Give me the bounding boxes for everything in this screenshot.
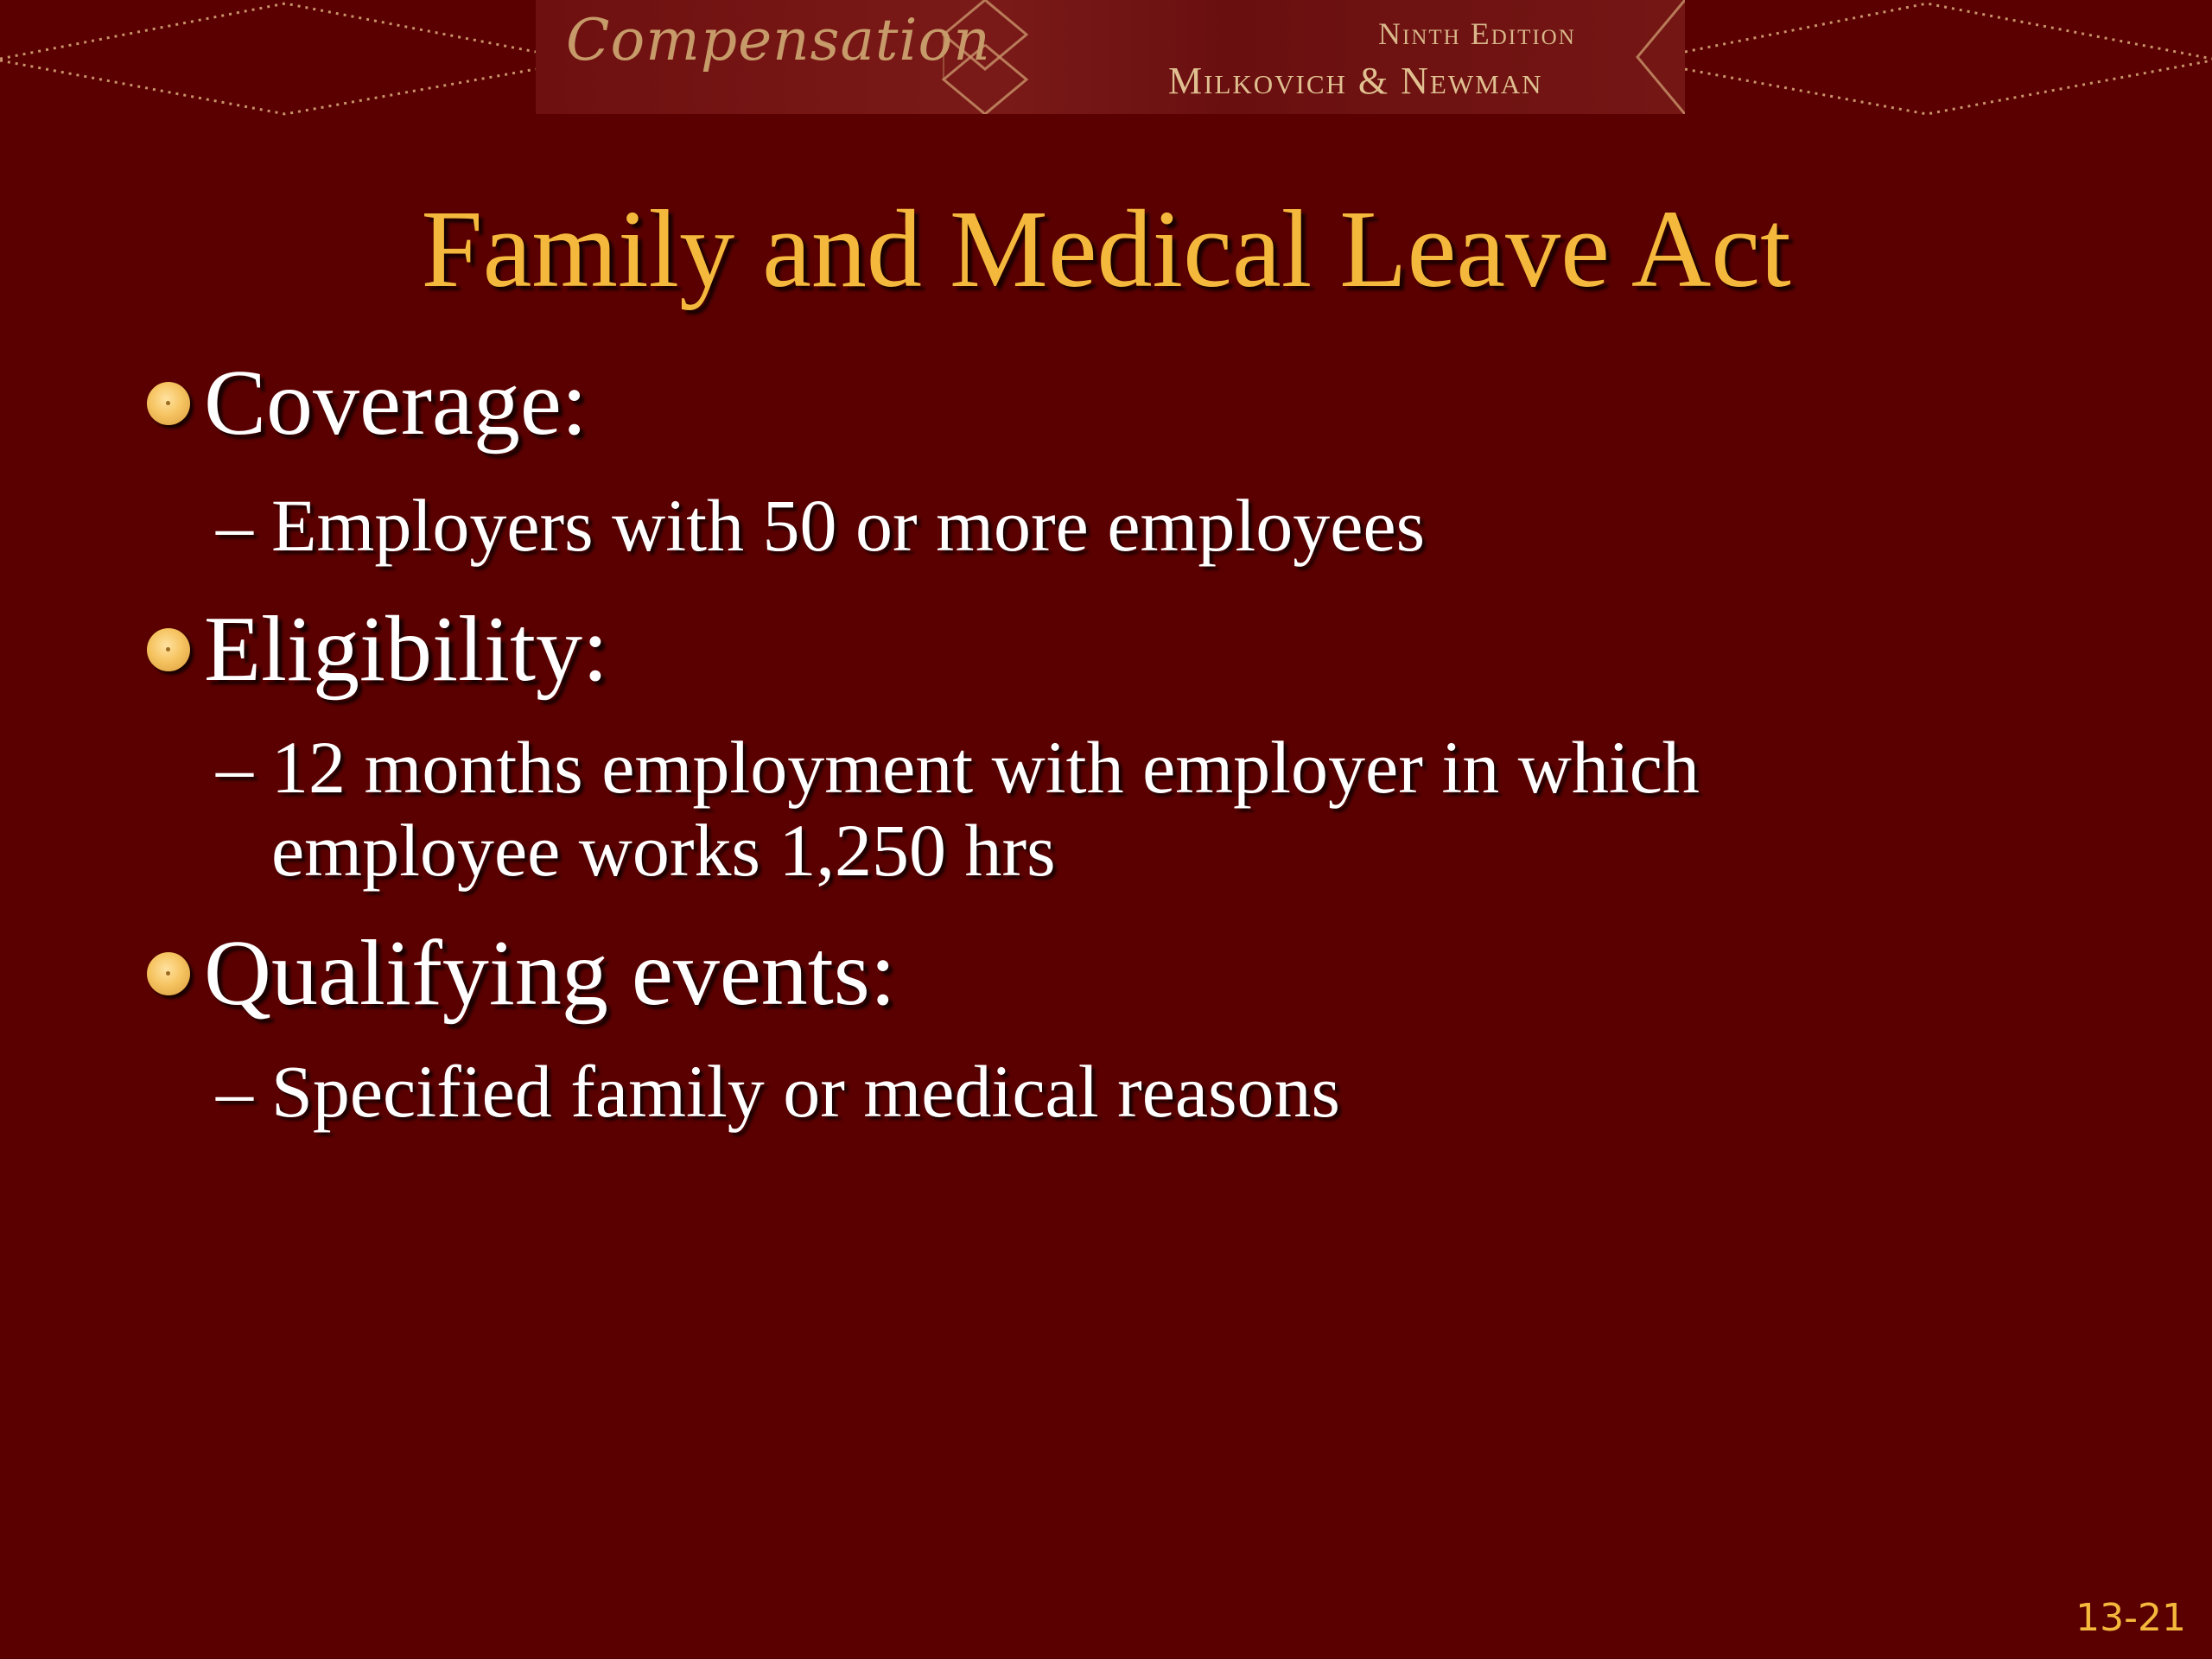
bullet-item xyxy=(147,350,588,457)
bullet-item xyxy=(147,596,608,703)
dash-icon: – xyxy=(216,1050,253,1133)
authors-label: Milkovich & Newman xyxy=(1168,60,1543,102)
bullet-label: Eligibility: xyxy=(204,598,609,701)
sub-bullet-item xyxy=(216,726,1700,892)
bullet-item xyxy=(147,920,896,1027)
sub-bullet-item xyxy=(216,484,1425,567)
sub-bullet-text: Employers with 50 or more employees xyxy=(271,484,1426,567)
sub-bullet-text: Specified family or medical reasons xyxy=(271,1050,1341,1133)
dash-icon: – xyxy=(216,484,253,567)
bullet-dot-icon xyxy=(147,628,190,671)
bullet-dot-icon xyxy=(147,382,190,425)
sub-bullet-line: employee works 1,250 hrs xyxy=(271,809,1056,892)
sub-bullet-line: 12 months employment with employer in which xyxy=(271,726,1700,809)
slide-number: 13-21 xyxy=(2075,1596,2186,1640)
bullet-dot-icon xyxy=(147,952,190,995)
slide-title: Family and Medical Leave Act xyxy=(421,188,1791,310)
bullet-label: Coverage: xyxy=(204,352,588,454)
sub-bullet-item xyxy=(216,1050,1340,1133)
book-title-logo: Compensation xyxy=(566,7,991,73)
bullet-label: Qualifying events: xyxy=(204,922,896,1025)
edition-label: Ninth Edition xyxy=(1378,16,1576,51)
sub-bullet-text xyxy=(271,726,1700,892)
dash-icon: – xyxy=(216,726,253,809)
